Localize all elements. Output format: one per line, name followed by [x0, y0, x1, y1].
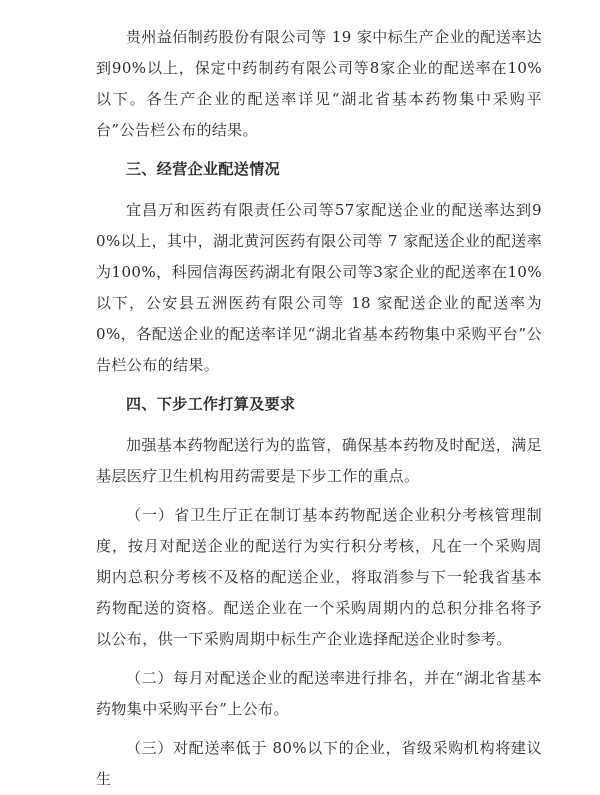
paragraph-distributor-delivery-rate: 宜昌万和医药有限责任公司等57家配送企业的配送率达到90%以上，其中，湖北黄河医药有限公司等 7 家配送企业的配送率为100%，科园信海医药湖北有限公司等3家企业的配送率在10%以下，公安县五洲医药有限公司等 18 家配送企业的配送率为 0%，各配送企业的配送率详见“湖北省基本药物集中采购平台”公告栏公布的结果。: [96, 201, 542, 374]
section-heading-next-steps: 四、下步工作打算及要求: [126, 395, 296, 413]
paragraph-producer-delivery-rate: 贵州益佰制药股份有限公司等 19 家中标生产企业的配送率达到90%以上，保定中药制药有限公司等8家企业的配送率在10%以下。各生产企业的配送率详见“湖北省基本药物集中采购平台”公告栏公布的结果。: [96, 28, 542, 139]
paragraph-item-one: （一）省卫生厅正在制订基本药物配送企业积分考核管理制度，按月对配送企业的配送行为实行积分考核，凡在一个采购周期内总积分考核不及格的配送企业，将取消参与下一轮我省基本药物配送的资格。配送企业在一个采购周期内的总积分排名将予以公布，供一下采购周期中标生产企业选择配送企业时参考。: [96, 506, 542, 648]
section-heading-distributor-delivery: 三、经营企业配送情况: [126, 160, 281, 178]
paragraph-item-three: （三）对配送率低于 80%以下的企业，省级采购机构将建议生: [96, 739, 542, 788]
paragraph-item-two: （二）每月对配送企业的配送率进行排名，并在“湖北省基本药物集中采购平台”上公布。: [96, 669, 542, 718]
paragraph-supervision-focus: 加强基本药物配送行为的监管，确保基本药物及时配送，满足基层医疗卫生机构用药需要是下步工作的重点。: [96, 436, 542, 485]
